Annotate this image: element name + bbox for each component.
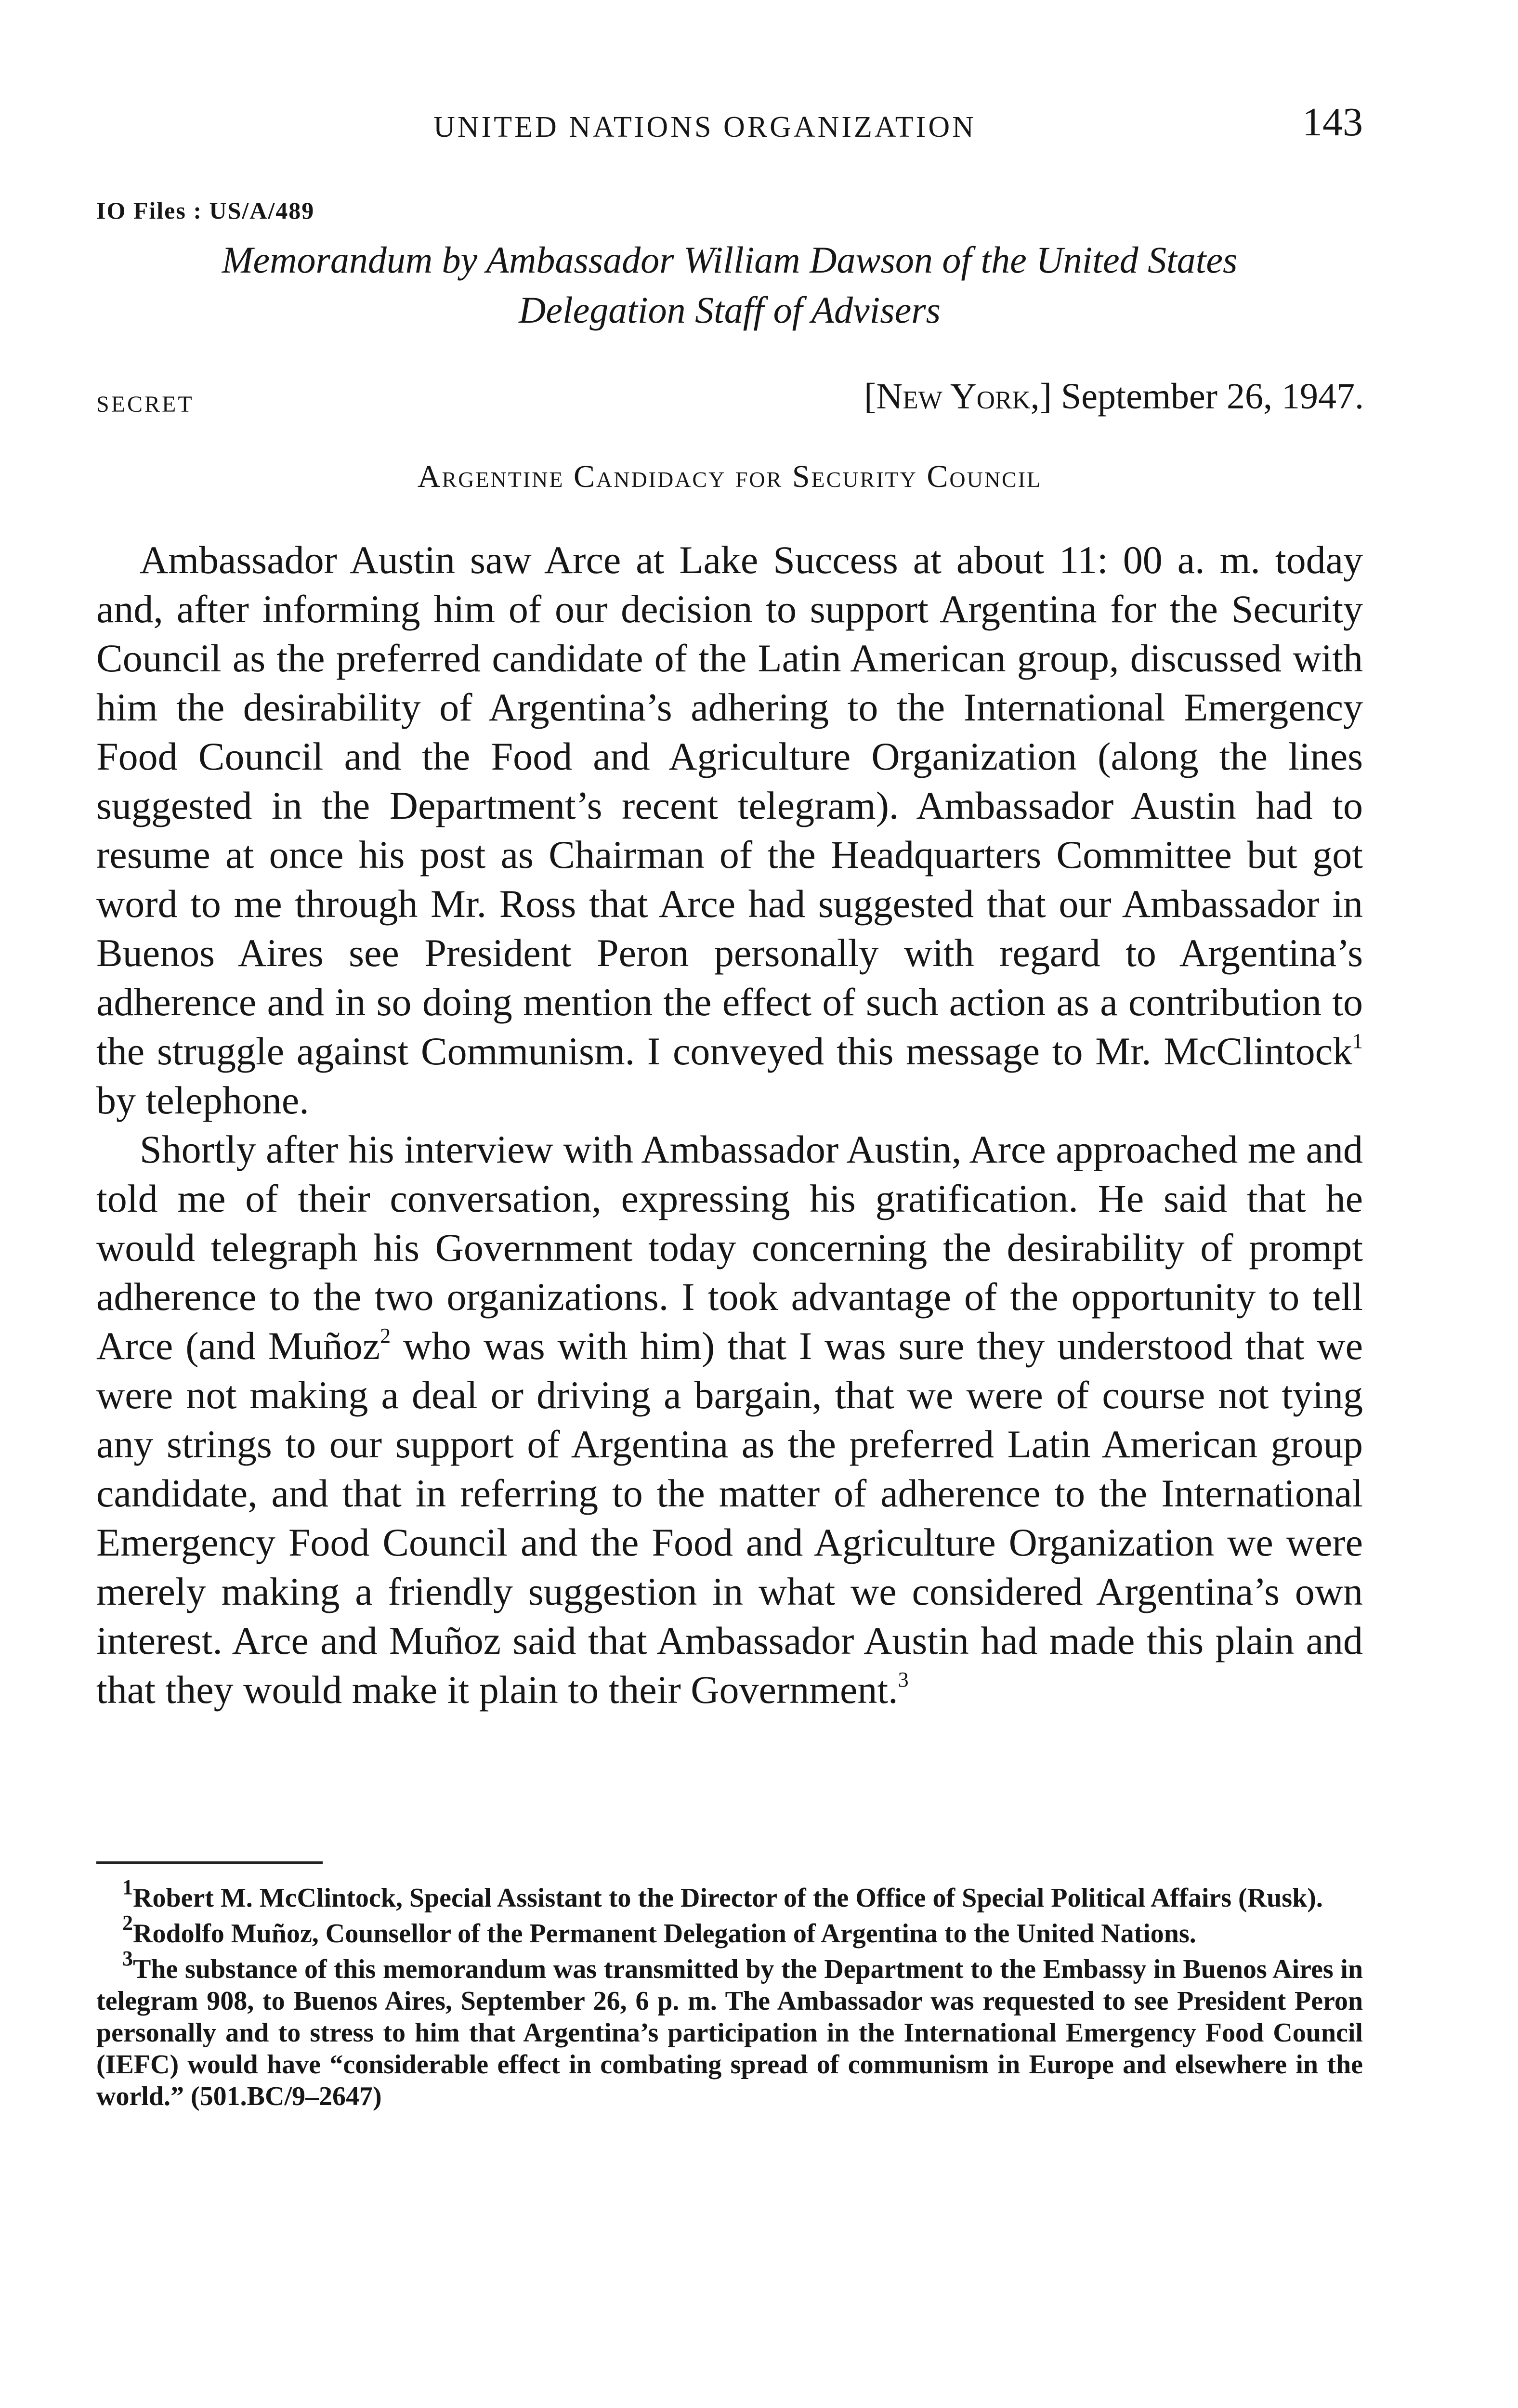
footnote-1-mark: 1 bbox=[122, 1875, 133, 1899]
memo-title-line-2: Delegation Staff of Advisers bbox=[519, 289, 941, 331]
paragraph-2-text: Shortly after his interview with Ambassador Austin, Arce approached me and told me of their conversation, expressing his gratification. He said that he would telegraph his Government today concerning the desirability of prompt adherence to the two organizations. I took advantage of the opportunity to tell Arce (and Muñoz bbox=[96, 1127, 1363, 1368]
section-heading: Argentine Candidacy for Security Council bbox=[417, 459, 1042, 494]
memo-body bbox=[96, 536, 1363, 1714]
footnote-1 bbox=[96, 1875, 1363, 1914]
footnote-ref-1: 1 bbox=[1352, 1029, 1363, 1053]
file-reference: IO Files : US/A/489 bbox=[96, 197, 315, 224]
paragraph-1-text: Ambassador Austin saw Arce at Lake Success at about 11: 00 a. m. today and, after informing him of our decision to support Argentina for the Security Council as the preferred candidate of the Latin American group, discussed with him the desirability of Argentina’s adhering to the International Emergency Food Council and the Food and Agriculture Organization (along the lines suggested in the Department’s recent telegram). Ambassador Austin had to resume at once his post as Chairman of the Headquarters Committee but got word to me through Mr. Ross that Arce had suggested that our Ambassador in Buenos Aires see President Peron personally with regard to Argentina’s adherence and in so doing mention the effect of such action as a contribution to the struggle against Communism. I conveyed this message to Mr. McClintock bbox=[96, 538, 1363, 1073]
page-number: 143 bbox=[1302, 100, 1363, 144]
footnote-divider bbox=[96, 1861, 323, 1864]
running-title: UNITED NATIONS ORGANIZATION bbox=[433, 111, 976, 144]
dateline-open-bracket: [ bbox=[864, 376, 877, 417]
footnote-3 bbox=[96, 1947, 1363, 2112]
paragraph-2 bbox=[96, 1125, 1363, 1714]
dateline-close-bracket: ,] bbox=[1030, 376, 1052, 417]
memo-title-line-1: Memorandum by Ambassador William Dawson of the United States bbox=[222, 239, 1238, 281]
footnote-3-text: The substance of this memorandum was transmitted by the Department to the Embassy in Buenos Aires in telegram 908, to Buenos Aires, September 26, 6 p. m. The Ambassador was requested to see President Peron personally and to stress to him that Argentina’s participation in the International Emergency Food Council (IEFC) would have “considerable effect in combating spread of communism in Europe and elsewhere in the world.” (501.BC/9–2647) bbox=[96, 1954, 1363, 2111]
dateline-date: September 26, 1947. bbox=[1051, 376, 1364, 417]
paragraph-2-tail: who was with him) that I was sure they understood that we were not making a deal or driving a bargain, that we were of course not tying any strings to our support of Argentina as the preferred Latin American group candidate, and that in referring to the matter of adherence to the International Emergency Food Council and the Food and Agriculture Organization we were merely making a friendly suggestion in what we considered Argentina’s own interest. Arce and Muñoz said that Ambassador Austin had made this plain and that they would make it plain to their Government. bbox=[96, 1324, 1363, 1712]
footnote-ref-2: 2 bbox=[380, 1323, 391, 1348]
footnote-ref-3: 3 bbox=[898, 1667, 909, 1691]
footnote-1-text: Robert M. McClintock, Special Assistant to the Director of the Office of Special Political Affairs (Rusk). bbox=[133, 1883, 1323, 1913]
footnote-2-mark: 2 bbox=[122, 1911, 133, 1935]
footnotes bbox=[96, 1875, 1363, 2116]
footnote-2 bbox=[96, 1911, 1363, 1950]
classification-marking: SECRET bbox=[96, 392, 194, 417]
footnote-3-mark: 3 bbox=[122, 1947, 133, 1971]
paragraph-1-tail: by telephone. bbox=[96, 1078, 309, 1122]
memo-title bbox=[96, 235, 1363, 335]
dateline-city: New York bbox=[876, 376, 1031, 417]
footnote-2-text: Rodolfo Muñoz, Counsellor of the Permanent Delegation of Argentina to the United Nations. bbox=[133, 1919, 1196, 1949]
running-header bbox=[96, 99, 1363, 152]
paragraph-1 bbox=[96, 536, 1363, 1125]
dateline bbox=[864, 376, 1364, 418]
